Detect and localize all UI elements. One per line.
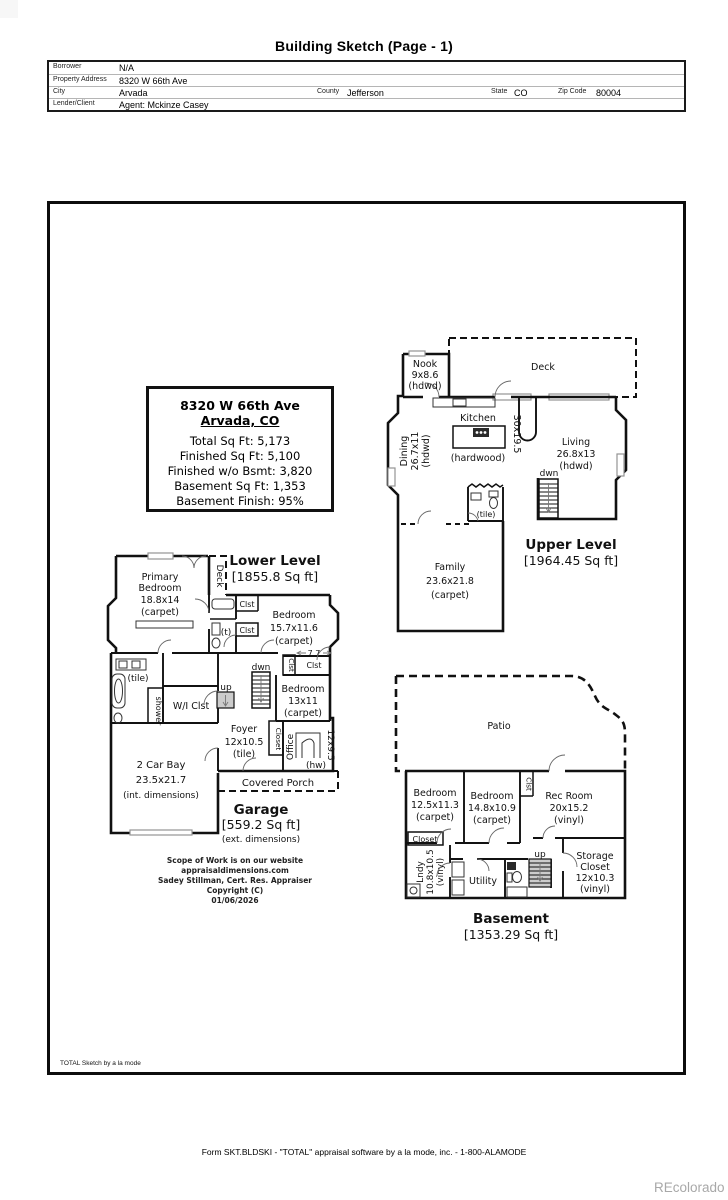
kitchen-floor-label: (hardwood) (450, 453, 506, 464)
bath-label: (tile) (476, 510, 496, 519)
tub-icon (212, 599, 234, 609)
hall-bath (212, 599, 234, 648)
shower-label: shower (154, 696, 163, 726)
patio (396, 676, 625, 771)
zip-value: 80004 (596, 88, 622, 98)
window (148, 553, 173, 559)
bath-label: (tile) (127, 674, 149, 684)
clst-label: Clst (287, 658, 296, 672)
credit-line: Scope of Work is on our website (166, 856, 304, 865)
garage-door (130, 830, 192, 835)
summary-address: 8320 W 66th Ave (180, 398, 300, 413)
dwn-stairs (252, 663, 271, 708)
deck-label: Deck (531, 362, 555, 373)
svg-text:23.6x21.8: 23.6x21.8 (426, 576, 474, 587)
foyer (225, 724, 264, 760)
office-floor-label: (hw) (305, 761, 327, 771)
bedroom-label: Bedroom (281, 684, 325, 695)
svg-text:(carpet): (carpet) (284, 708, 322, 719)
svg-text:26.7x11: 26.7x11 (410, 431, 421, 471)
credit-line: appraisaldimensions.com (181, 866, 289, 875)
svg-text:12.5x11.3: 12.5x11.3 (411, 800, 459, 811)
svg-text:13x11: 13x11 (288, 696, 318, 707)
property-address-value: 8320 W 66th Ave (119, 76, 188, 86)
toilet-icon (212, 638, 220, 648)
svg-text:(carpet): (carpet) (473, 815, 511, 826)
svg-text:9x8.6: 9x8.6 (411, 370, 439, 381)
utility-label: Utility (469, 876, 497, 887)
bedroom-2 (468, 791, 516, 826)
svg-text:15.7x11.6: 15.7x11.6 (270, 623, 318, 634)
table-row (49, 86, 684, 98)
garage-bay (123, 760, 199, 835)
upper-level-sqft: [1964.45 Sq ft] (523, 553, 619, 568)
up-label: up (534, 850, 546, 860)
sink-icon (471, 493, 481, 500)
page-title: Building Sketch (Page - 1) (275, 38, 453, 54)
table-row (49, 74, 684, 86)
primary-bedroom (136, 553, 193, 628)
lender-value: Agent: Mckinze Casey (119, 100, 209, 110)
form-footer: Form SKT.BLDSKI - "TOTAL" appraisal software by a la mode, inc. - 1-800-ALAMODE (201, 1147, 527, 1157)
office-dim-label: 12x9.5 (325, 729, 335, 761)
svg-text:(hdwd): (hdwd) (421, 434, 432, 468)
svg-text:14.8x10.9: 14.8x10.9 (468, 803, 516, 814)
porch-label: Covered Porch (241, 778, 315, 789)
closet-office (269, 721, 335, 771)
primary-bedroom-label: Primary (141, 572, 179, 583)
lower-level-title: Lower Level (229, 553, 321, 569)
living-label: Living (561, 437, 591, 448)
svg-text:Bedroom: Bedroom (138, 583, 182, 594)
clst-label: Clst (239, 600, 255, 609)
bedroom-label: Bedroom (272, 610, 316, 621)
svg-text:(vinyl): (vinyl) (580, 884, 610, 895)
nook-label: Nook (412, 359, 438, 370)
toilet-room-label: (t) (220, 628, 232, 638)
svg-text:18.8x14: 18.8x14 (140, 595, 180, 606)
svg-text:(carpet): (carpet) (431, 590, 469, 601)
finished-sqft: Finished Sq Ft: 5,100 (179, 449, 301, 463)
basement-sqft: [1353.29 Sq ft] (463, 927, 559, 942)
svg-text:(vinyl): (vinyl) (554, 815, 584, 826)
bedroom-3 (282, 684, 325, 719)
dining-label: Dining (399, 435, 410, 467)
lndy-label: Lndy (416, 861, 426, 883)
basement-finish: Basement Finish: 95% (176, 494, 304, 508)
desk-icon (296, 733, 320, 758)
porch (242, 778, 314, 789)
lower-level-sqft: [1855.8 Sq ft] (231, 569, 319, 584)
family-label: Family (434, 562, 466, 573)
clst-label: Clst (524, 777, 534, 791)
toilet-icon (513, 872, 522, 883)
utility (452, 862, 497, 895)
closet-label: Closet (274, 727, 283, 751)
upper-level-plan (383, 318, 693, 648)
basement-plan (393, 663, 643, 953)
deck-label: Deck (214, 564, 224, 588)
rec-room (545, 791, 592, 826)
credit-line: Sadey Stillman, Cert. Res. Appraiser (157, 876, 313, 885)
basement-bath (507, 862, 527, 897)
svg-text:(tile): (tile) (232, 749, 256, 760)
county-value: Jefferson (347, 88, 384, 98)
water-heater-icon (452, 880, 464, 895)
sink-icon (119, 661, 127, 668)
sink-icon (132, 661, 140, 668)
property-info-table (47, 60, 686, 112)
total-sketch-credit: TOTAL Sketch by a la mode (60, 1060, 141, 1067)
basement-sqft: Basement Sq Ft: 1,353 (174, 479, 306, 493)
borrower-label: Borrower (53, 63, 82, 70)
closet-label: Closet (412, 835, 438, 844)
upper-level-title: Upper Level (525, 537, 617, 553)
dwn-label: dwn (251, 663, 271, 673)
svg-text:(carpet): (carpet) (141, 607, 179, 618)
total-sqft: Total Sq Ft: 5,173 (189, 434, 291, 448)
lower-level-plan (98, 543, 348, 853)
property-address-label: Property Address (53, 76, 107, 83)
bedroom-2 (270, 610, 318, 647)
car-bay-label: 2 Car Bay (136, 760, 186, 771)
lower-deck (182, 556, 224, 588)
svg-text:(carpet): (carpet) (416, 812, 454, 823)
rec-room-label: Rec Room (545, 791, 593, 802)
sink-icon (453, 399, 466, 406)
bedroom-1 (411, 788, 459, 823)
city-value: Arvada (119, 88, 148, 98)
clst-label: Clst (239, 626, 255, 635)
svg-text:(int. dimensions): (int. dimensions) (123, 791, 199, 801)
dwn-label: dwn (539, 469, 559, 479)
dim-label: 7.7 (307, 649, 321, 658)
table-row (49, 98, 684, 110)
finished-wo-bsmt: Finished w/o Bsmt: 3,820 (167, 464, 313, 478)
zip-label: Zip Code (558, 88, 587, 95)
washer-icon (407, 884, 420, 897)
laundry (407, 849, 446, 897)
up-steps (217, 683, 234, 708)
up-label: up (220, 683, 232, 693)
shower-pan (507, 887, 527, 897)
sink-icon (507, 862, 516, 870)
stairwell-dim-label: 30x19.5 (511, 414, 522, 454)
kitchen-label: Kitchen (460, 413, 496, 424)
garage-title: Garage (233, 802, 289, 818)
dwn-stairs (539, 479, 558, 518)
state-value: CO (514, 88, 528, 98)
table-row (49, 62, 684, 74)
county-label: County (317, 88, 340, 95)
garage-note: (ext. dimensions) (221, 835, 301, 845)
svg-text:12x10.3: 12x10.3 (575, 873, 615, 884)
scan-artifact (0, 0, 18, 18)
basement-titles (464, 911, 558, 942)
svg-text:Closet: Closet (580, 862, 610, 873)
credit-line: 01/06/2026 (211, 896, 259, 905)
garage-sqft: [559.2 Sq ft] (221, 817, 301, 832)
recolorado-watermark: REcolorado (654, 1180, 725, 1195)
primary-bath (112, 659, 209, 726)
svg-text:12x10.5: 12x10.5 (224, 737, 264, 748)
svg-text:23.5x21.7: 23.5x21.7 (135, 775, 187, 786)
wi-clst-label: W/I Clst (172, 701, 210, 712)
svg-text:(hdwd): (hdwd) (559, 461, 593, 472)
basement-title: Basement (473, 911, 549, 927)
summary-box (146, 386, 334, 512)
svg-text:20x15.2: 20x15.2 (549, 803, 589, 814)
lender-label: Lender/Client (53, 100, 95, 107)
summary-city: Arvada, CO (200, 413, 280, 428)
city-label: City (53, 88, 66, 95)
sink-icon (212, 623, 220, 635)
credit-line: Copyright (C) (206, 886, 264, 895)
patio-label: Patio (487, 721, 511, 732)
furnace-icon (452, 862, 464, 877)
dresser-icon (136, 621, 193, 628)
bedroom-label: Bedroom (470, 791, 514, 802)
up-stairs (529, 850, 551, 887)
svg-text:26.8x13: 26.8x13 (556, 449, 596, 460)
svg-text:(hdwd): (hdwd) (408, 381, 442, 392)
appraiser-credit (135, 856, 335, 906)
state-label: State (491, 88, 508, 95)
svg-text:(vinyl): (vinyl) (436, 857, 446, 887)
toilet-icon (489, 491, 498, 497)
bedroom-label: Bedroom (413, 788, 457, 799)
borrower-value: N/A (119, 63, 135, 73)
svg-text:(carpet): (carpet) (275, 636, 313, 647)
storage-closet-label: Storage (576, 851, 614, 862)
office-label: Office (286, 733, 296, 761)
foyer-label: Foyer (230, 724, 258, 735)
sketch-canvas (47, 201, 686, 1075)
svg-text:10.8x10.5: 10.8x10.5 (426, 849, 436, 895)
toilet-icon (114, 713, 122, 723)
clst-label: Clst (306, 661, 322, 670)
